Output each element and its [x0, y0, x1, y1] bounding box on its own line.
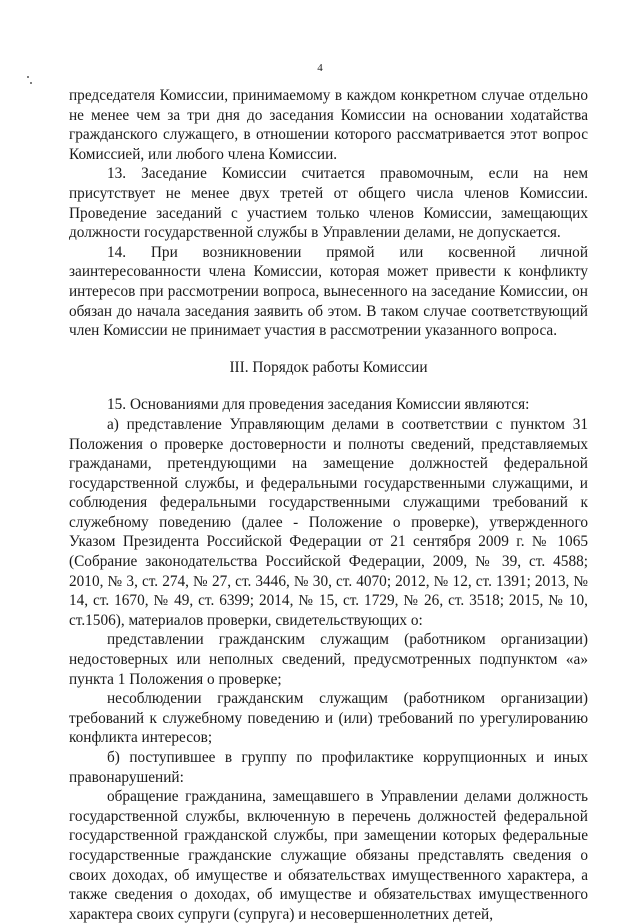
paragraph: обращение гражданина, замещавшего в Управлении делами должность государственной службы, включенную в перечень должностей федеральной государственной гражданской службы, при замещении которых федеральные государственные гражданские служащие обязаны представлять сведения о своих доходах, об имуществе и обязательствах имущественного характера, а также сведения о доходах, об имуществе и обязательствах имущественного характера своих супруги (супруга) и несовершеннолетних детей,: [69, 788, 588, 923]
scan-speck: [30, 82, 32, 84]
paragraph: б) поступившее в группу по профилактике коррупционных и иных правонарушений:: [69, 749, 588, 786]
section-heading: III. Порядок работы Комиссии: [229, 358, 428, 376]
paragraph: а) представление Управляющим делами в соответствии с пунктом 31 Положения о проверке достоверности и полноты сведений, представляемых гражданами, претендующими на замещение должностей федеральной государственной службы, и федеральными государственными служащими, и соблюдения федеральными государственными служащими требований к служебному поведению (далее - Положение о проверке), утвержденного Указом Президента Российской Федерации от 21 сентября 2009 г. № 1065 (Собрание законодательства Российской Федерации, 2009, № 39, ст. 4588; 2010, № 3, ст. 274, № 27, ст. 3446, № 30, ст. 4070; 2012, № 12, ст. 1391; 2013, № 14, ст. 1670, № 49, ст. 6399; 2014, № 15, ст. 1729, № 26, ст. 3518; 2015, № 10, ст.1506), материалов проверки, свидетельствующих о:: [69, 415, 588, 629]
paragraph: представлении гражданским служащим (работником организации) недостоверных или неполных сведений, предусмотренных подпунктом «а» пункта 1 Положения о проверке;: [69, 631, 588, 688]
document-body: [69, 86, 588, 924]
page-number: 4: [317, 62, 323, 74]
scan-speck: [27, 76, 29, 78]
paragraph: 13. Заседание Комиссии считается правомочным, если на нем присутствует не менее двух третей от общего числа членов Комиссии. Проведение заседаний с участием только членов Комиссии, замещающих должности государственной службы в Управлении делами, не допускается.: [69, 165, 588, 242]
paragraph: председателя Комиссии, принимаемому в каждом конкретном случае отдельно не менее чем за три дня до заседания Комиссии на основании ходатайства гражданского служащего, в отношении которого рассматривается этот вопрос Комиссией, или любого члена Комиссии.: [69, 87, 588, 163]
paragraph: несоблюдении гражданским служащим (работником организации) требований к служебному поведению и (или) требований по урегулированию конфликта интересов;: [69, 690, 588, 747]
paragraph: 15. Основаниями для проведения заседания Комиссии являются:: [107, 396, 530, 414]
paragraph: 14. При возникновении прямой или косвенной личной заинтересованности члена Комиссии, которая может привести к конфликту интересов при рассмотрении вопроса, вынесенного на заседание Комиссии, он обязан до начала заседания заявить об этом. В таком случае соответствующий член Комиссии не принимает участия в рассмотрении указанного вопроса.: [69, 243, 588, 340]
